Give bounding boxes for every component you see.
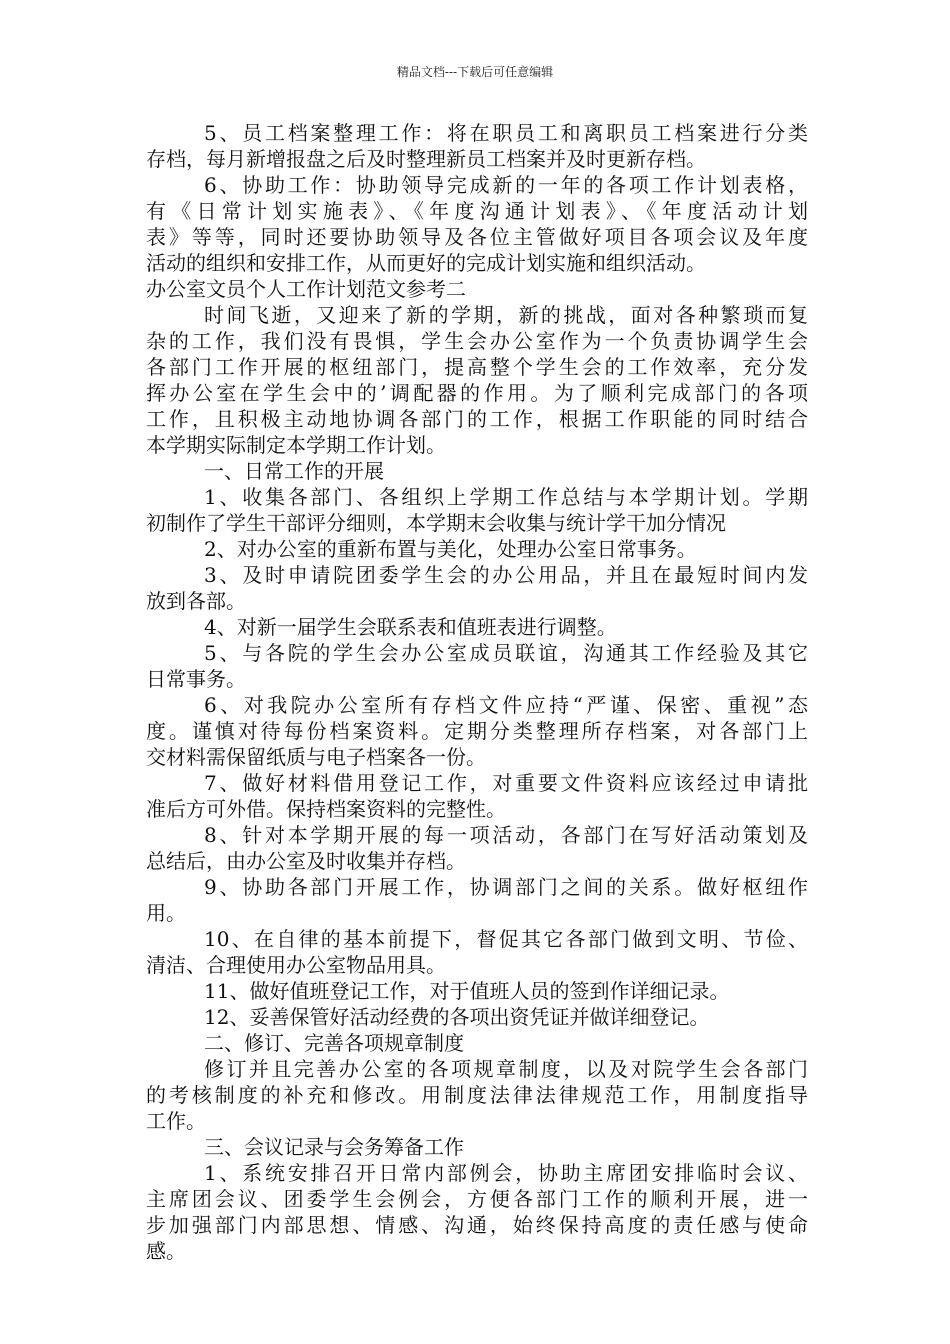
paragraph-line: 11、做好值班登记工作，对于值班人员的签到作详细记录。 <box>204 979 730 1003</box>
section-title: 办公室文员个人工作计划范文参考二 <box>146 277 466 301</box>
paragraph-line: 工作，且积极主动地协调各部门的工作，根据工作职能的同时结合 <box>146 407 808 431</box>
paragraph-line: 挥办公室在学生会中的’调配器的作用。为了顺利完成部门的各项 <box>146 381 808 405</box>
paragraph-line: 8、针对本学期开展的每一项活动，各部门在写好活动策划及 <box>204 823 808 847</box>
paragraph-line: 交材料需保留纸质与电子档案各一份。 <box>146 745 486 769</box>
paragraph-line: 1、系统安排召开日常内部例会，协助主席团安排临时会议、 <box>204 1161 808 1185</box>
paragraph-line: 2、对办公室的重新布置与美化，处理办公室日常事务。 <box>204 537 697 561</box>
paragraph-line: 时间飞逝，又迎来了新的学期，新的挑战，面对各种繁琐而复 <box>204 303 808 327</box>
paragraph-line: 本学期实际制定本学期工作计划。 <box>146 433 446 457</box>
paragraph-line: 有《日常计划实施表》、《年度沟通计划表》、《年度活动计划 <box>146 199 808 223</box>
paragraph-line: 清洁、合理使用办公室物品用具。 <box>146 953 446 977</box>
paragraph-line: 初制作了学生干部评分细则，本学期末会收集与统计学干加分情况 <box>146 511 726 535</box>
paragraph-line: 4、对新一届学生会联系表和值班表进行调整。 <box>204 615 617 639</box>
section-heading: 二、修订、完善各项规章制度 <box>204 1031 464 1055</box>
document-body <box>146 120 808 1264</box>
paragraph-line: 表》等等，同时还要协助领导及各位主管做好项目各项会议及年度 <box>146 225 808 249</box>
page-header: 精品文档---下载后可任意编辑 <box>396 65 554 79</box>
section-heading: 三、会议记录与会务筹备工作 <box>204 1135 464 1159</box>
paragraph-line: 放到各部。 <box>146 589 246 613</box>
paragraph-line: 各部门工作开展的枢纽部门，提高整个学生会的工作效率，充分发 <box>146 355 808 379</box>
paragraph-line: 7、做好材料借用登记工作，对重要文件资料应该经过申请批 <box>204 771 808 795</box>
paragraph-line: 主席团会议、团委学生会例会，方便各部门工作的顺利开展，进一 <box>146 1187 808 1211</box>
paragraph-line: 12、妥善保管好活动经费的各项出资凭证并做详细登记。 <box>204 1005 710 1029</box>
paragraph-line: 用。 <box>146 901 186 925</box>
paragraph-line: 感。 <box>146 1239 186 1263</box>
paragraph-line: 存档，每月新增报盘之后及时整理新员工档案并及时更新存档。 <box>146 147 706 171</box>
paragraph-line: 6、对我院办公室所有存档文件应持“严谨、保密、重视”态 <box>204 693 808 717</box>
paragraph-line: 日常事务。 <box>146 667 246 691</box>
paragraph-line: 修订并且完善办公室的各项规章制度，以及对院学生会各部门 <box>204 1057 808 1081</box>
paragraph-line: 工作。 <box>146 1109 206 1133</box>
paragraph-line: 6、协助工作：协助领导完成新的一年的各项工作计划表格， <box>204 173 808 197</box>
paragraph-line: 总结后，由办公室及时收集并存档。 <box>146 849 466 873</box>
paragraph-line: 准后方可外借。保持档案资料的完整性。 <box>146 797 506 821</box>
paragraph-line: 1、收集各部门、各组织上学期工作总结与本学期计划。学期 <box>204 485 808 509</box>
paragraph-line: 步加强部门内部思想、情感、沟通，始终保持高度的责任感与使命 <box>146 1213 808 1237</box>
section-heading: 一、日常工作的开展 <box>204 459 384 483</box>
paragraph-line: 9、协助各部门开展工作，协调部门之间的关系。做好枢纽作 <box>204 875 808 899</box>
paragraph-line: 的考核制度的补充和修改。用制度法律法律规范工作，用制度指导 <box>146 1083 808 1107</box>
paragraph-line: 杂的工作，我们没有畏惧，学生会办公室作为一个负责协调学生会 <box>146 329 808 353</box>
paragraph-line: 5、员工档案整理工作：将在职员工和离职员工档案进行分类 <box>204 121 808 145</box>
paragraph-line: 度。谨慎对待每份档案资料。定期分类整理所存档案，对各部门上 <box>146 719 808 743</box>
paragraph-line: 活动的组织和安排工作，从而更好的完成计划实施和组织活动。 <box>146 251 706 275</box>
paragraph-line: 10、在自律的基本前提下，督促其它各部门做到文明、节俭、 <box>204 927 808 951</box>
paragraph-line: 3、及时申请院团委学生会的办公用品，并且在最短时间内发 <box>204 563 808 587</box>
paragraph-line: 5、与各院的学生会办公室成员联谊，沟通其工作经验及其它 <box>204 641 808 665</box>
